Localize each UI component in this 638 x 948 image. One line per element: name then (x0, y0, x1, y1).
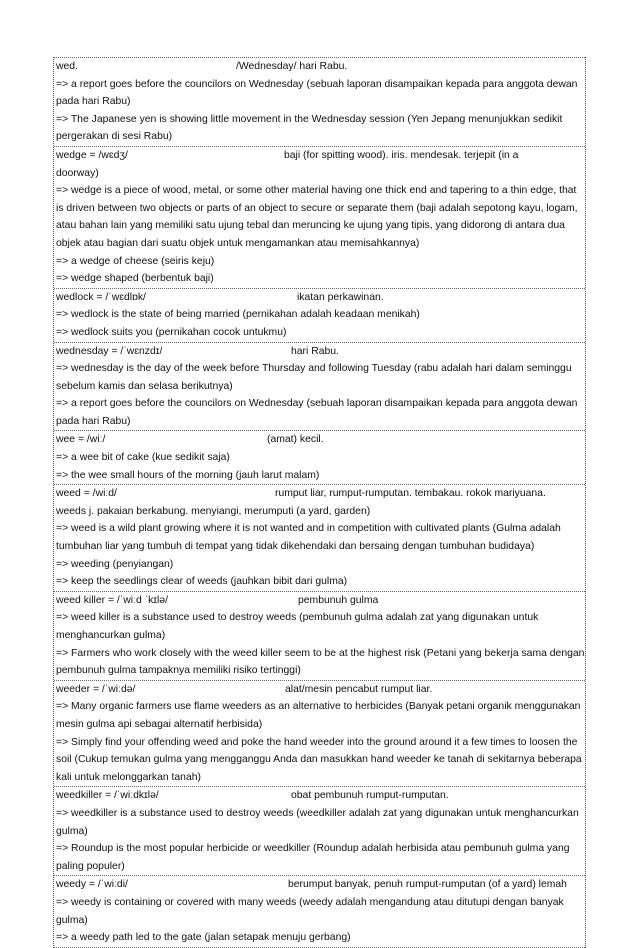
entry-definition: alat/mesin pencabut rumput liar. (285, 683, 433, 695)
dictionary-entry (54, 485, 585, 592)
entry-term: wedlock = /ˈwɛdlɒk/ (56, 291, 146, 303)
entry-example: => a report goes before the councilors on Wednesday (sebuah laporan disampaikan kepada para anggota dewan pada hari Rabu) (56, 78, 578, 108)
entry-term: weedkiller = /ˈwiːdkɪlə/ (56, 790, 159, 802)
entry-term: wedge = /wɛdʒ/ (56, 149, 128, 161)
entry-example: => The Japanese yen is showing little movement in the Wednesday session (Yen Jepang menunjukkan sedikit pergerakan di sesi Rabu) (56, 113, 563, 143)
entry-definition: baji (for spitting wood). iris. mendesak. terjepit (in a (284, 149, 519, 161)
entry-definition: rumput liar, rumput-rumputan. tembakau. rokok mariyuana. (275, 488, 546, 500)
entry-term: weedy = /ˈwiːdi/ (56, 879, 128, 891)
entry-heading (56, 876, 585, 894)
entry-heading (56, 592, 585, 610)
entry-term: wed. (56, 61, 78, 72)
entry-definition: hari Rabu. (291, 345, 339, 357)
entry-definition: ikatan perkawinan. (297, 291, 384, 303)
entry-definition-continued: weeds j. pakaian berkabung. menyiangi, merumputi (a yard, garden) (56, 505, 371, 517)
entry-heading (56, 289, 585, 307)
dictionary-entry (54, 787, 585, 876)
entry-example: => keep the seedlings clear of weeds (jauhkan bibit dari gulma) (56, 576, 348, 588)
entry-definition: pembunuh gulma (298, 594, 379, 606)
entry-term: wee = /wiː/ (56, 434, 106, 446)
entry-heading (56, 681, 585, 699)
entry-example: => weed is a wild plant growing where it is not wanted and in competition with cultivated plants (Gulma adalah tumbuhan liar yang tumbuh di tempat yang tidak dikehendaki dan bersaing dengan tumbuhan budidaya) (56, 523, 561, 553)
entry-heading (56, 343, 585, 361)
dictionary-entry (54, 343, 585, 432)
entry-example: => a wedge of cheese (seiris keju) (56, 255, 215, 267)
dictionary-page (53, 57, 586, 948)
entry-heading (56, 147, 585, 165)
entry-example: => the wee small hours of the morning (jauh larut malam) (56, 469, 320, 481)
dictionary-entry (54, 289, 585, 343)
entry-heading (56, 485, 585, 503)
entry-example: => Farmers who work closely with the weed killer seem to be at the highest risk (Petani yang bekerja sama dengan pembunuh gulma tampaknya memiliki risiko tertinggi) (56, 647, 585, 677)
entry-example: => Simply find your offending weed and poke the hand weeder into the ground around it a few times to loosen the soil (Cukup temukan gulma yang mengganggu Anda dan masukkan hand weeder ke tanah di sekitarnya beberapa kali untuk melonggarkan tanah) (56, 736, 582, 783)
entry-example: => wedlock is the state of being married (pernikahan adalah keadaan menikah) (56, 309, 420, 321)
entry-definition: berumput banyak, penuh rumput-rumputan (of a yard) lemah (288, 879, 567, 891)
entry-example: => wedge is a piece of wood, metal, or some other material having one thick end and tapering to a thin edge, that is driven between two objects or parts of an object to secure or separate them (baji adalah sepotong kayu, logam, atau bahan lain yang memiliki satu ujung tebal dan meruncing ke ujung yang tipis, yang didorong di antara dua objek atau bagian dari suatu objek untuk mengamankan atau memisahkannya) (56, 185, 578, 249)
entry-term: weed = /wiːd/ (56, 488, 117, 500)
entry-definition: /Wednesday/ hari Rabu. (236, 61, 348, 72)
entry-heading (56, 787, 585, 805)
dictionary-entry (54, 876, 585, 947)
entry-example: => weeding (penyiangan) (56, 558, 174, 570)
dictionary-entry (54, 681, 585, 788)
dictionary-entry (54, 431, 585, 485)
entry-example: => weedkiller is a substance used to destroy weeds (weedkiller adalah zat yang digunakan untuk menghancurkan gulma) (56, 807, 579, 837)
entry-term: weeder = /ˈwiːdə/ (56, 683, 136, 695)
entry-definition: (amat) kecil. (267, 434, 324, 446)
entry-example: => Roundup is the most popular herbicide or weedkiller (Roundup adalah herbisida atau pembunuh gulma yang paling populer) (56, 843, 570, 872)
entry-definition-continued: doorway) (56, 167, 99, 179)
dictionary-entry (54, 147, 585, 289)
dictionary-entry (54, 592, 585, 681)
entry-example: => weedy is containing or covered with many weeds (weedy adalah mengandung atau ditutupi dengan banyak gulma) (56, 896, 564, 926)
entry-example: => wedge shaped (berbentuk baji) (56, 273, 214, 285)
entry-example: => a wee bit of cake (kue sedikit saja) (56, 452, 230, 464)
entry-example: => wednesday is the day of the week before Thursday and following Tuesday (rabu adalah hari dalam seminggu sebelum kamis dan selasa berikutnya) (56, 363, 572, 392)
entry-term: wednesday = /ˈwɛnzdɪ/ (56, 345, 163, 357)
entry-example: => a weedy path led to the gate (jalan setapak menuju gerbang) (56, 932, 351, 944)
entry-example: => weed killer is a substance used to destroy weeds (pembunuh gulma adalah zat yang digunakan untuk menghancurkan gulma) (56, 612, 539, 641)
entry-example: => a report goes before the councilors on Wednesday (sebuah laporan disampaikan kepada para anggota dewan pada hari Rabu) (56, 398, 578, 427)
dictionary-entry (54, 57, 585, 147)
entry-heading (56, 58, 585, 76)
entry-definition: obat pembunuh rumput-rumputan. (291, 790, 449, 802)
entry-heading (56, 431, 585, 449)
entry-example: => Many organic farmers use flame weeders as an alternative to herbicides (Banyak petani organik menggunakan mesin gulma api sebagai alternatif herbisida) (56, 701, 581, 730)
entry-example: => wedlock suits you (pernikahan cocok untukmu) (56, 326, 287, 338)
entry-term: weed killer = /ˈwiːd ˈkɪlə/ (56, 594, 168, 606)
